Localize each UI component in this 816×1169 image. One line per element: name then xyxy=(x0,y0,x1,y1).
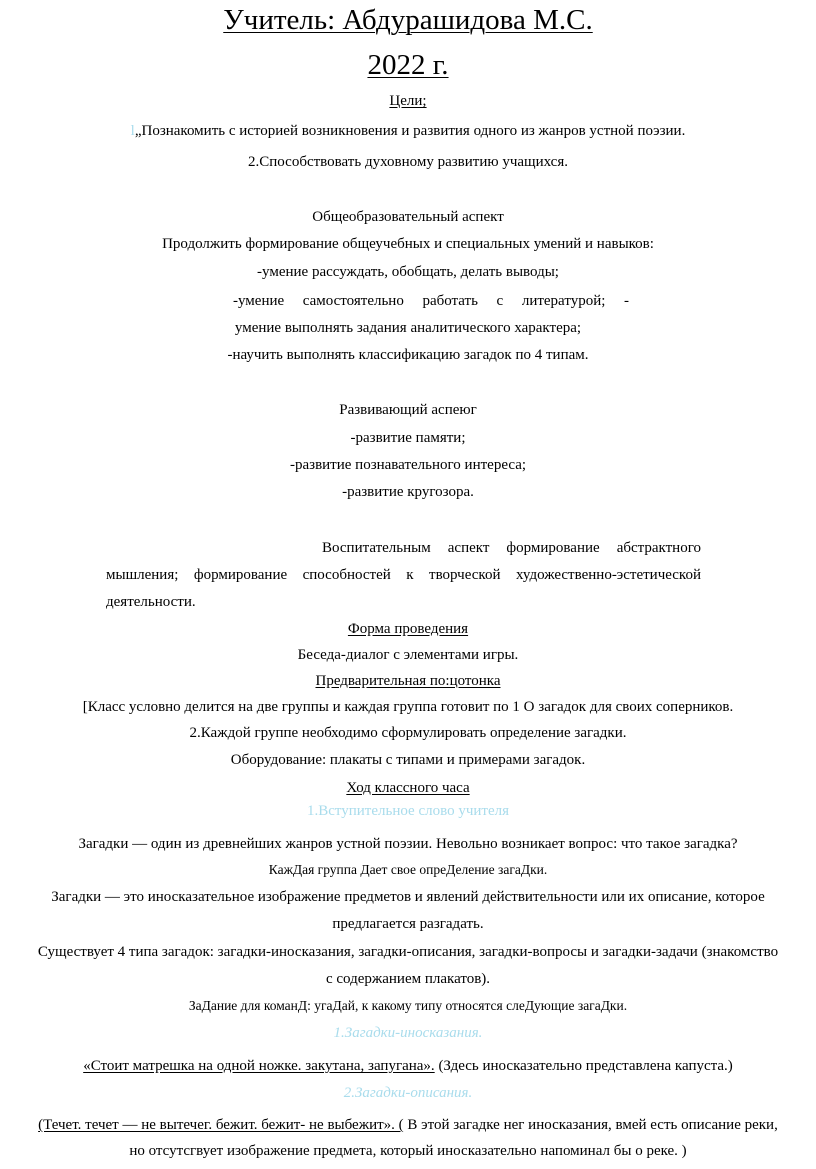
developing-aspect-item: -развитие памяти; xyxy=(350,430,466,446)
general-aspect-item: -умение рассуждать, обобщать, делать выводы; xyxy=(257,264,559,280)
form-heading: Форма проведения xyxy=(347,621,469,637)
riddle-1 xyxy=(0,1056,816,1076)
form-text: Беседа-диалог с элементами игры. xyxy=(297,647,519,663)
riddle-2-line-2: но отсутсгвует изображение предмета, который иносказательно напоминал бы о реке. ) xyxy=(129,1143,687,1159)
lesson-heading: Ход классного часа xyxy=(346,780,470,796)
educational-aspect-line-3: деятельности. xyxy=(106,594,196,610)
general-aspect-intro: Продолжить формирование общеучебных и специальных умений и навыков: xyxy=(162,236,654,252)
general-aspect-item: -умение самостоятельно работать с литературой; - xyxy=(233,293,629,309)
task-text: ЗаДание для команД: угаДай, к какому типу относятся слеДующие загаДки. xyxy=(188,998,628,1013)
goal-item-1 xyxy=(0,121,816,141)
lesson-paragraph-3-line-1: Загадки — это иносказательное изображение предметов и явлений действительности или их описание, которое xyxy=(51,889,765,905)
lesson-paragraph-4-line-2: с содержанием плакатов). xyxy=(325,971,491,987)
developing-aspect-item: -развитие познавательного интереса; xyxy=(289,457,527,473)
teacher-heading: Учитель: Абдурашидова М.С. xyxy=(223,4,593,36)
riddle-type-1-heading: 1.Загадки-иносказания. xyxy=(333,1025,483,1041)
preparation-heading: Предварительная по:цотонка xyxy=(315,673,501,689)
year-heading: 2022 г. xyxy=(367,49,449,81)
riddle-2-quote: (Течет. течет — не вытечег. бежит. бежит- не выбежит». ( xyxy=(38,1117,404,1133)
developing-aspect-heading: Развивающий аспеюг xyxy=(339,402,477,418)
equipment-text: Оборудование: плакаты с типами и примерами загадок. xyxy=(230,752,586,768)
preparation-line-1: [Класс условно делится на две группы и каждая группа готовит по 1 О загадок для своих соперников. xyxy=(82,699,734,715)
goal-item-1-text: „Познакомить с историей возникновения и развития одного из жанров устной поэзии. xyxy=(134,123,686,139)
goal-item-2: 2.Способствовать духовному развитию учащихся. xyxy=(248,154,568,170)
riddle-2-note: В этой загадке нег иносказания, вмей есть описание реки, xyxy=(403,1117,778,1133)
lesson-paragraph-3-line-2: предлагается разгадать. xyxy=(332,916,484,932)
developing-aspect-item: -развитие кругозора. xyxy=(342,484,474,500)
general-aspect-heading: Общеобразовательный аспект xyxy=(312,209,504,225)
educational-aspect-line-2: мышления; формирование способностей к творческой художественно-эстетической xyxy=(106,567,701,583)
general-aspect-item: -научить выполнять классификацию загадок по 4 типам. xyxy=(227,347,589,363)
preparation-line-2: 2.Каждой группе необходимо сформулировать определение загадки. xyxy=(189,725,627,741)
goals-heading: Цели; xyxy=(389,93,427,109)
general-aspect-item: умение выполнять задания аналитического характера; xyxy=(234,320,582,336)
lesson-paragraph-4-line-1: Существует 4 типа загадок: загадки-иносказания, загадки-описания, загадки-вопросы и загадки-задачи (знакомство xyxy=(37,944,779,960)
goal-item-1-marker: l xyxy=(130,123,135,139)
riddle-1-quote: «Стоит матрешка на одной ножке. закутана, запугана». xyxy=(83,1058,435,1074)
intro-subheading: 1.Вступительное слово учителя xyxy=(306,803,510,819)
lesson-paragraph-2: КажДая группа Дает свое опреДеление загаДки. xyxy=(268,862,548,877)
riddle-2 xyxy=(0,1115,816,1135)
lesson-paragraph-1: Загадки — один из древнейших жанров устной поэзии. Невольно возникает вопрос: что такое загадка? xyxy=(78,836,738,852)
riddle-1-note: (Здесь иносказательно представлена капуста.) xyxy=(434,1058,733,1074)
educational-aspect-line-1: Воспитательным аспект формирование абстрактного xyxy=(322,540,701,556)
riddle-type-2-heading: 2.Загадки-описания. xyxy=(343,1085,473,1101)
